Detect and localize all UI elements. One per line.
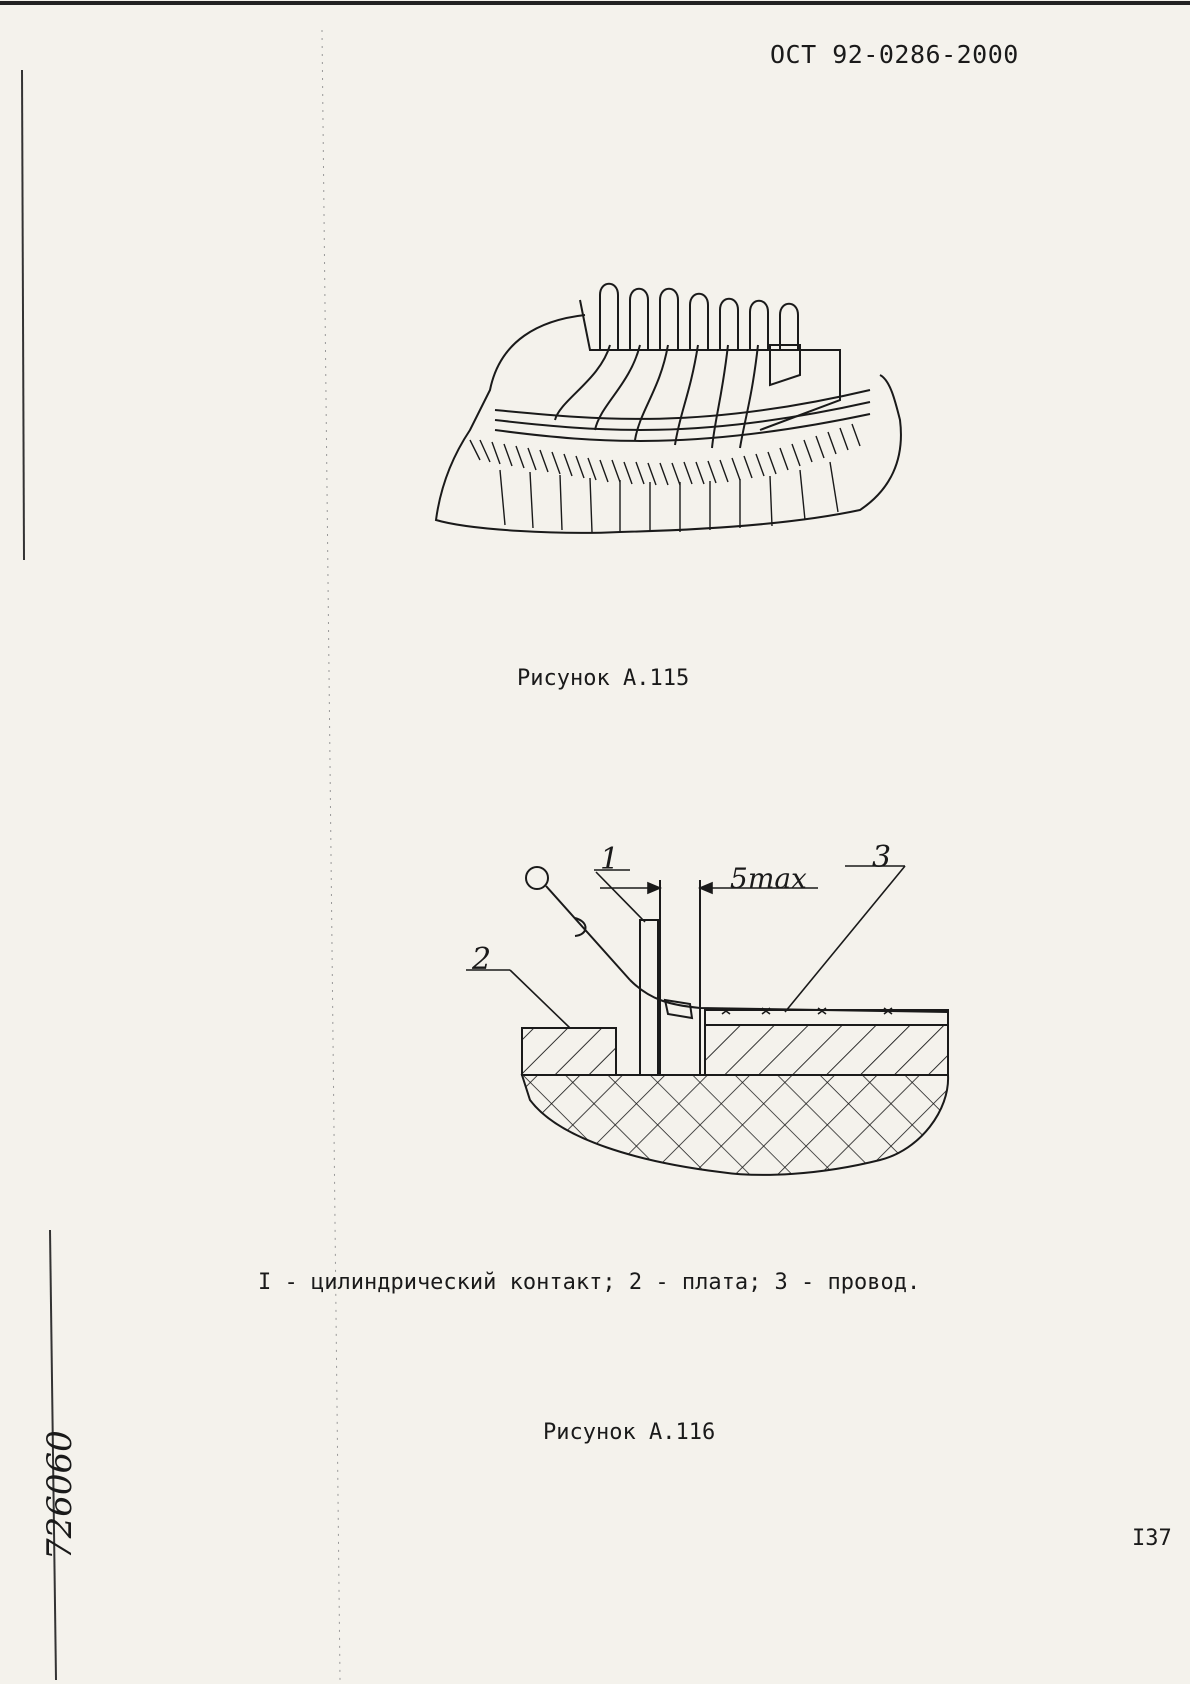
figure-a116-legend: I - цилиндрический контакт; 2 - плата; 3 - провод. (258, 1270, 921, 1295)
page-number: I37 (1132, 1526, 1172, 1551)
archive-number: 726060 (40, 1430, 80, 1560)
document-code: ОСТ 92-0286-2000 (770, 40, 1019, 69)
callout-1: 1 (600, 842, 620, 877)
figure-a116-caption: Рисунок А.116 (543, 1420, 716, 1445)
figure-a115-caption: Рисунок А.115 (517, 666, 690, 691)
dimension-label: 5max (730, 862, 807, 895)
callout-2: 2 (472, 942, 492, 977)
callout-3: 3 (872, 840, 892, 875)
